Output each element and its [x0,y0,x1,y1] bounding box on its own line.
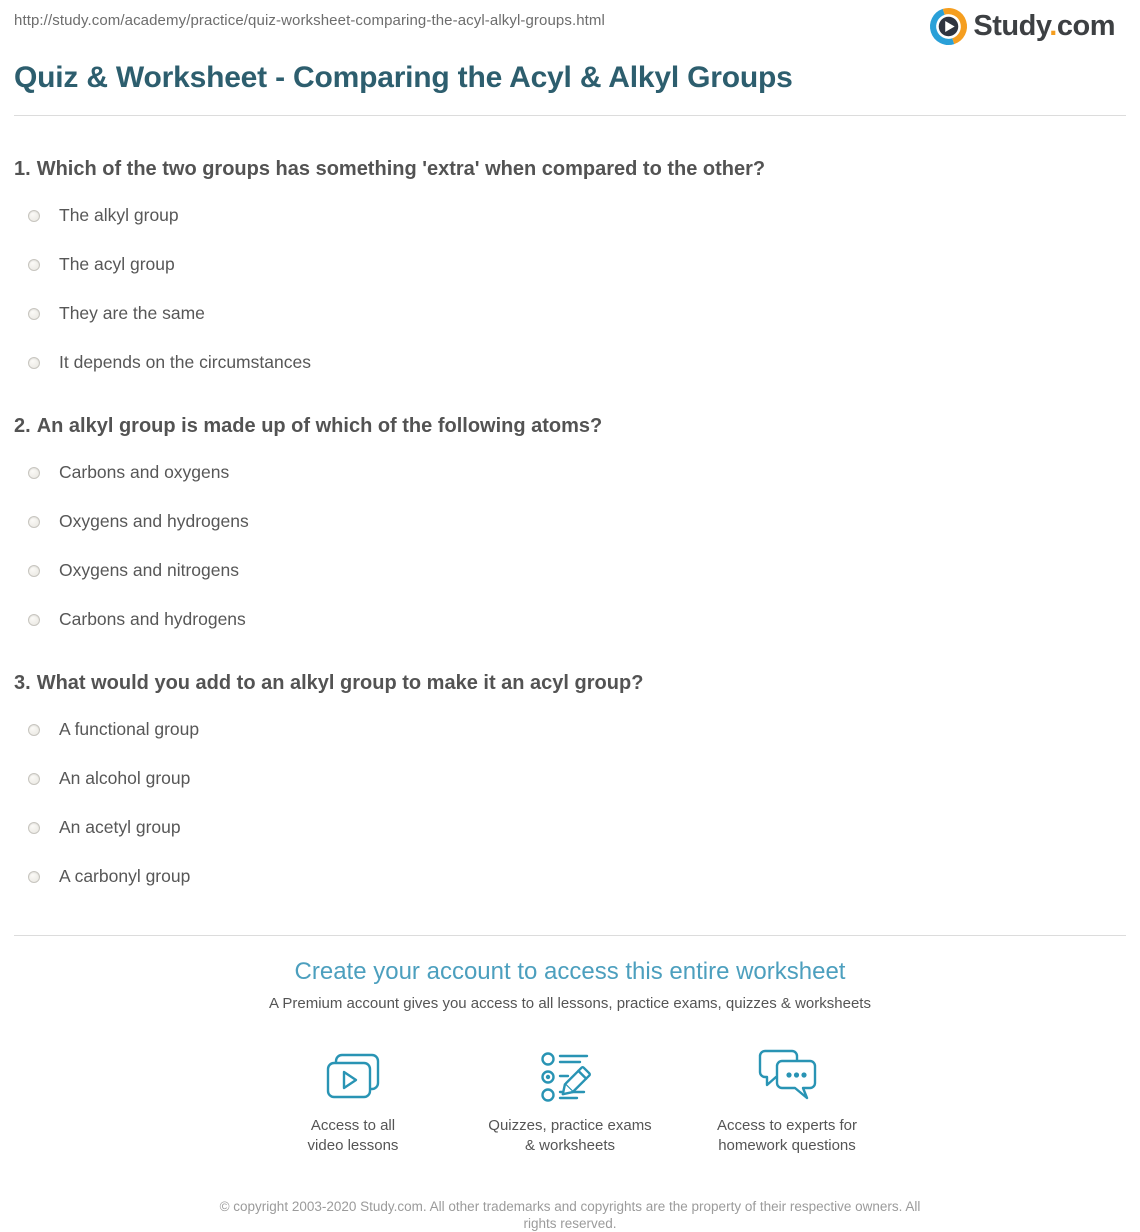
feature-label: Access to all video lessons [307,1117,399,1154]
options-list [14,205,1126,373]
question-heading [14,415,1126,438]
option-label[interactable]: An alcohol group [59,768,191,788]
option-label[interactable]: It depends on the circumstances [59,352,311,372]
radio-button[interactable] [28,357,40,369]
option-row [28,719,1126,740]
feature-quizzes-worksheets [462,1046,679,1156]
feature-list [14,1046,1126,1156]
copyright-text: © copyright 2003-2020 Study.com. All other trademarks and copyrights are the property of their respective owners. All rights reserved. [219,1199,921,1231]
studycom-play-icon [930,8,967,45]
option-row [28,254,1126,275]
feature-video-lessons [245,1046,462,1156]
question-number: 2. [14,415,31,437]
title-divider [14,115,1126,116]
question-number: 3. [14,672,31,694]
option-label[interactable]: Carbons and hydrogens [59,609,246,629]
radio-button[interactable] [28,871,40,883]
radio-button[interactable] [28,308,40,320]
option-row [28,462,1126,483]
radio-button[interactable] [28,467,40,479]
radio-button[interactable] [28,516,40,528]
option-label[interactable]: An acetyl group [59,817,181,837]
question-text: Which of the two groups has something 'extra' when compared to the other? [36,158,766,180]
radio-button[interactable] [28,259,40,271]
quiz-question-2 [14,415,1126,630]
feature-expert-help [679,1046,896,1156]
question-number: 1. [14,158,31,180]
radio-button[interactable] [28,724,40,736]
option-row [28,511,1126,532]
radio-button[interactable] [28,565,40,577]
feature-label: Quizzes, practice exams & worksheets [488,1117,652,1154]
option-row [28,560,1126,581]
video-lessons-icon [323,1046,383,1104]
option-label[interactable]: Oxygens and nitrogens [59,560,239,580]
option-label[interactable]: Carbons and oxygens [59,462,230,482]
radio-button[interactable] [28,210,40,222]
option-row [28,866,1126,887]
studycom-logo-text: Study.com [973,10,1115,42]
question-heading [14,158,1126,181]
radio-button[interactable] [28,822,40,834]
option-label[interactable]: The acyl group [59,254,175,274]
experts-chat-icon [755,1046,819,1104]
quiz-question-1 [14,158,1126,373]
option-label[interactable]: A functional group [59,719,200,739]
cta-heading: Create your account to access this entire worksheet [294,958,846,985]
question-text: An alkyl group is made up of which of the following atoms? [36,415,603,437]
feature-label: Access to experts for homework questions [716,1117,858,1154]
cta-subheading: A Premium account gives you access to all lessons, practice exams, quizzes & worksheets [269,995,871,1012]
option-row [28,817,1126,838]
radio-button[interactable] [28,614,40,626]
option-label[interactable]: They are the same [59,303,205,323]
options-list [14,719,1126,887]
page-url: http://study.com/academy/practice/quiz-worksheet-comparing-the-acyl-alkyl-groups.html [14,12,605,29]
option-row [28,303,1126,324]
option-row [28,768,1126,789]
page-title: Quiz & Worksheet - Comparing the Acyl & Alkyl Groups [14,61,793,94]
quiz-question-3 [14,672,1126,887]
option-label[interactable]: Oxygens and hydrogens [59,511,249,531]
option-row [28,205,1126,226]
section-divider [14,935,1126,936]
option-label[interactable]: The alkyl group [59,205,179,225]
radio-button[interactable] [28,773,40,785]
quizzes-worksheets-icon [539,1046,601,1104]
studycom-logo[interactable] [930,8,1115,45]
question-text: What would you add to an alkyl group to make it an acyl group? [36,672,644,694]
question-heading [14,672,1126,695]
option-row [28,352,1126,373]
option-row [28,609,1126,630]
options-list [14,462,1126,630]
option-label[interactable]: A carbonyl group [59,866,191,886]
